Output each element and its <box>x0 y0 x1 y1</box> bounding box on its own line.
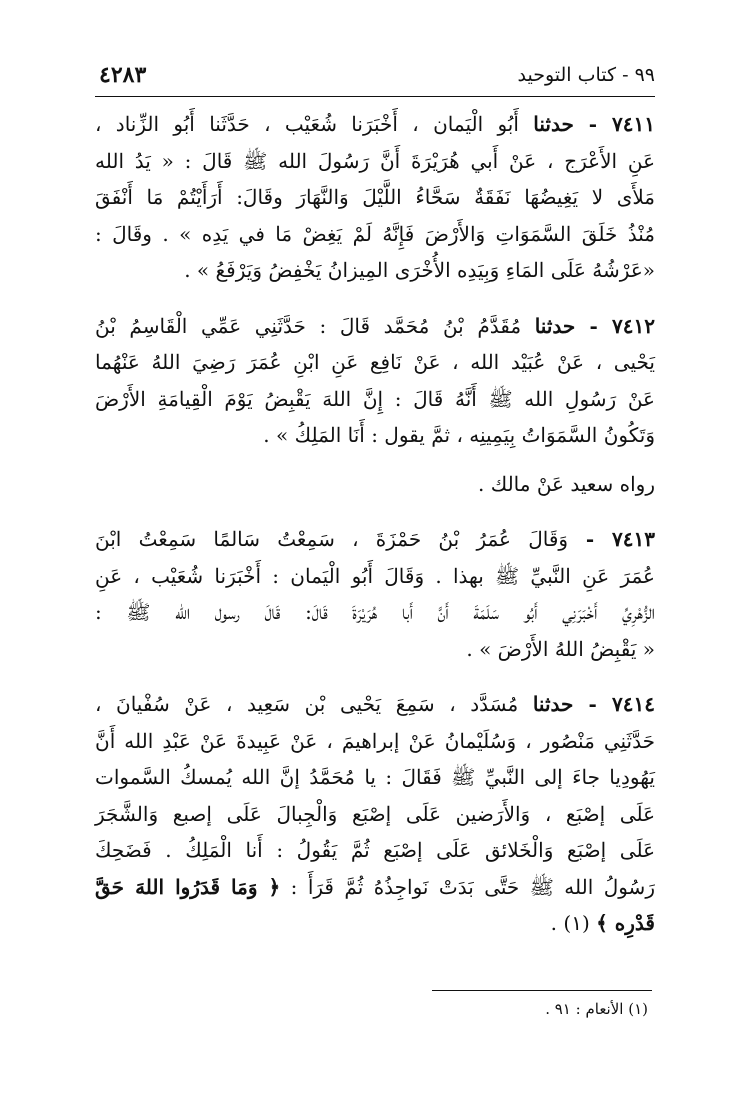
main-text <box>95 106 655 942</box>
text-segment: يَحْيى ، عَنْ عُبَيْد الله ، عَنْ نَافِع عَنِ ابْنِ عُمَرَ رَضِيَ اللهُ عَنْهُما <box>95 350 655 374</box>
text-line <box>95 759 655 796</box>
text-segment: وَتَكُونُ السَّمَوَاتُ بِيَمِينِه ، ثمَّ يقول : أَنَا المَلِكُ » . <box>263 423 655 447</box>
text-line <box>95 344 655 381</box>
text-line <box>95 832 655 869</box>
text-segment: يَهُودِيا جاءَ إلى النَّبيِّ ﷺ فَقَالَ : يا مُحَمَّدُ إنَّ الله يُمسكُ السَّموات <box>95 765 655 789</box>
page-header <box>95 58 655 98</box>
text-line <box>95 631 655 668</box>
text-line <box>95 905 655 942</box>
text-line <box>95 381 655 418</box>
text-line <box>95 723 655 760</box>
bold-segment: ٧٤١٣ - <box>568 527 655 551</box>
text-segment: رَسُولُ الله ﷺ حَتَّى بَدَتْ نَواجِذُهُ ثُمَّ قَرَأَ : <box>280 874 655 899</box>
text-line <box>95 869 655 906</box>
hadith-paragraph <box>95 106 655 289</box>
text-line <box>95 521 655 558</box>
text-segment: مُنْذُ خَلَقَ السَّمَوَاتِ وَالأَرْضَ فَإِنَّهُ لَمْ يَغِضْ مَا في يَدِه » . وقَالَ : <box>95 221 655 246</box>
text-line <box>95 252 655 289</box>
text-segment: عَلَى إصْبَع وَالْخَلائق عَلَى إصْبَع ثُمَّ يَقُولُ : أَنا الْمَلِكُ . فَضَحِكَ <box>95 838 655 862</box>
text-segment: عُمَرَ عَنِ النَّبيِّ ﷺ بهذا . وَقَالَ أَبُو الْيَمان : أَخْبَرَنا شُعَيْب ، عَنِ <box>95 563 655 588</box>
text-line <box>95 686 655 723</box>
text-line <box>95 796 655 833</box>
text-line <box>95 417 655 454</box>
text-segment: الزُّهْرِيِّ أَخْبَرَنِي أَبُو سَلَمَةَ أَنَّ أَبا هُرَيْرَةَ قَالَ: قَالَ رسول الله ﷺ : <box>95 600 655 624</box>
bold-segment: قَدْرِه ﴾ <box>596 911 655 935</box>
text-line <box>95 308 655 345</box>
bold-segment: ٧٤١١ - <box>573 112 655 136</box>
text-segment: حَدَّثَنِي مَنْصُور ، وَسُلَيْمانُ عَنْ إبراهيمَ ، عَنْ عَبِيدةَ عَنْ عَبْدِ الله أَنَّ <box>95 728 655 753</box>
text-line <box>95 179 655 216</box>
footnote-rule <box>432 990 652 991</box>
text-segment: أَبُو الْيَمان ، أَخْبَرَنا شُعَيْب ، حَدَّثَنا أَبُو الزِّناد ، <box>95 112 534 136</box>
text-segment: «عَرْشُهُ عَلَى المَاءِ وَبِيَدِه الأُخْرَى المِيزانُ يَخْفِضُ وَيَرْفَعُ » . <box>184 258 655 282</box>
paragraph-gap <box>95 502 655 521</box>
bold-segment: حدثنا <box>534 313 576 338</box>
text-line <box>95 143 655 180</box>
bold-segment: حدثنا <box>532 692 574 716</box>
text-segment: « يَقْبِضُ اللهُ الأَرْضَ » . <box>466 636 655 661</box>
text-segment: مُسَدَّد ، سَمِعَ يَحْيى بْن سَعِيد ، عَنْ سُفْيانَ ، <box>95 692 533 716</box>
text-segment: مُقَدَّمُ بْنُ مُحَمَّد قَالَ : حَدَّثَنِي عَمِّي الْقَاسِمُ بْنُ <box>95 313 535 338</box>
text-segment: رواه سعيد عَنْ مالك . <box>478 471 655 496</box>
text-line <box>95 594 655 631</box>
paragraph-gap <box>95 289 655 308</box>
chapter-title: ٩٩ - كتاب التوحيد <box>517 64 655 86</box>
text-line <box>95 216 655 253</box>
hadith-paragraph <box>95 686 655 942</box>
header-rule <box>95 96 655 97</box>
text-line <box>95 558 655 595</box>
bold-segment: حدثنا <box>533 112 574 136</box>
text-line <box>95 106 655 143</box>
text-segment: مَلأَى لا يَغِيضُهَا نَفَقَةٌ سَحَّاءُ اللَّيْلَ وَالنَّهَارَ وقَالَ: أَرَأَيْتُمْ مَا أَنْفَقَ <box>95 185 655 209</box>
hadith-paragraph <box>95 308 655 503</box>
text-segment: (١) . <box>550 911 597 935</box>
text-segment: وَقَالَ عُمَرُ بْنُ حَمْزَةَ ، سَمِعْتُ سَالمًا سَمِعْتُ ابْنَ <box>95 527 569 551</box>
bold-segment: ﴿ وَمَا قَدَرُوا اللهَ حَقَّ <box>95 874 281 899</box>
page-number: ٤٢٨٣ <box>99 62 147 88</box>
text-segment: عَنْ رَسُولِ الله ﷺ أَنَّهُ قَالَ : إِنَّ اللهَ يَقْبِضُ يَوْمَ الْقِيامَةِ الأَرْضَ <box>95 386 655 411</box>
hadith-paragraph <box>95 521 655 667</box>
text-segment: عَنِ الأَعْرَج ، عَنْ أَبي هُرَيْرَةَ أَنَّ رَسُولَ الله ﷺ قَالَ : « يَدُ الله <box>95 148 655 173</box>
paragraph-gap <box>95 667 655 686</box>
text-segment: عَلَى إصْبَع ، وَالأَرَضين عَلَى إصْبَع وَالْجِبالَ عَلَى إصبع وَالشَّجَرَ <box>95 801 655 826</box>
bold-segment: ٧٤١٢ - <box>575 313 655 338</box>
footnote: (١) الأنعام : ٩١ . <box>545 1000 648 1018</box>
narration-note <box>95 466 655 503</box>
bold-segment: ٧٤١٤ - <box>573 692 656 716</box>
